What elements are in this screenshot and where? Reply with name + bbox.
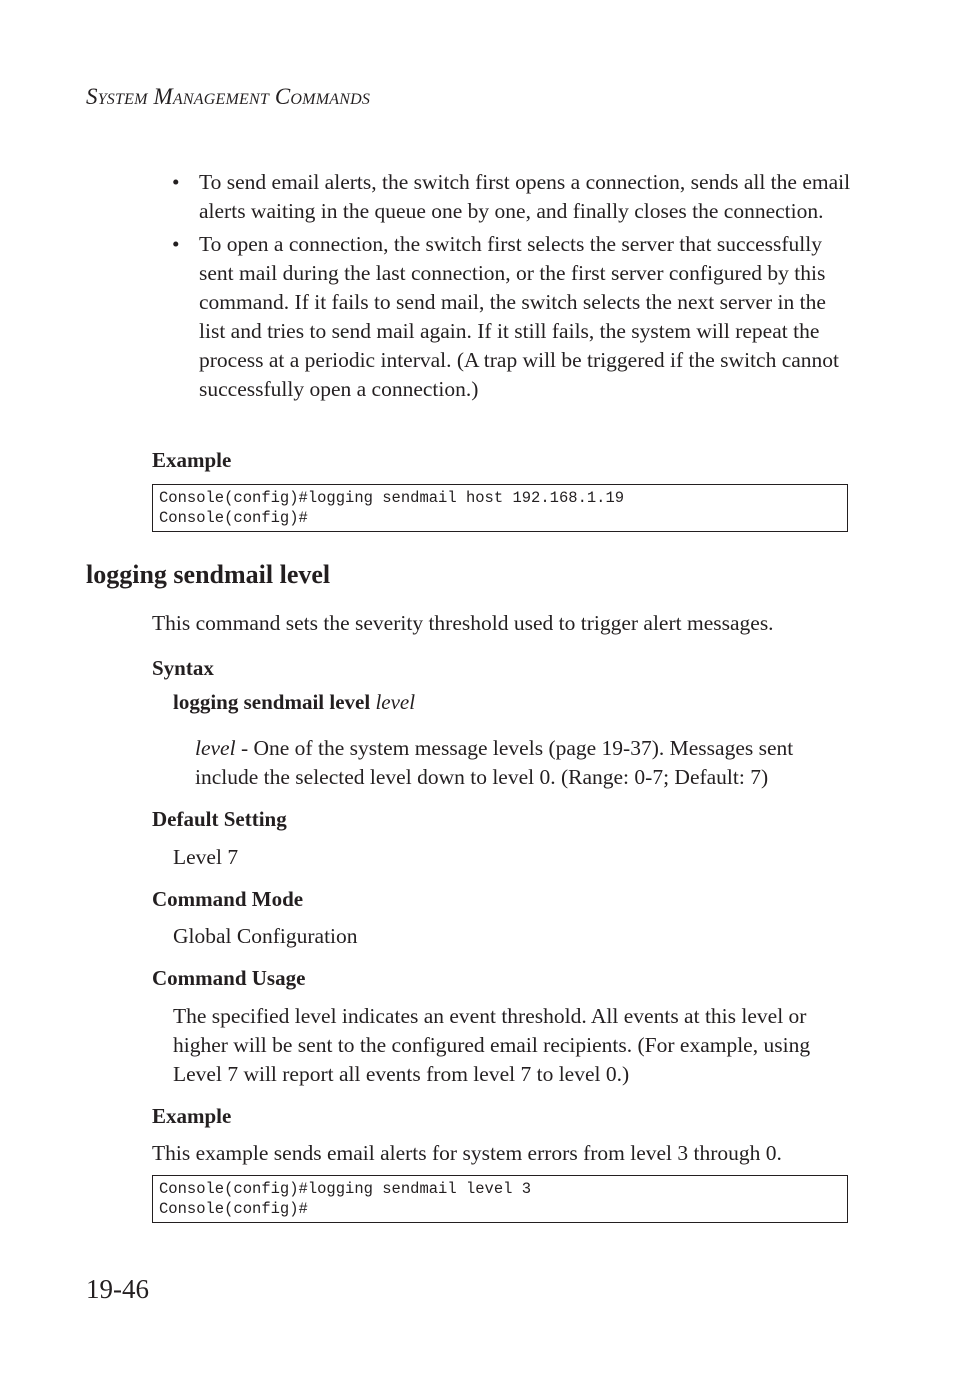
- param-text: - One of the system message levels (page 19-37). Messages sent include the selected level down to level 0. (Range: 0-7; Default: 7): [195, 736, 794, 789]
- command-description: This command sets the severity threshold used to trigger alert messages.: [152, 611, 774, 635]
- example-heading: Example: [152, 1104, 232, 1128]
- code-example-2: [152, 1175, 848, 1223]
- default-setting-value: Level 7: [173, 845, 239, 869]
- code-example-1: [152, 484, 848, 532]
- command-usage-text: The specified level indicates an event threshold. All events at this level or higher will be sent to the configured email recipients. (For example, using Level 7 will report all events from level 7 to level 0.): [173, 1004, 811, 1086]
- syntax-line: [173, 690, 415, 715]
- param-name: level: [195, 736, 236, 760]
- command-mode-heading: Command Mode: [152, 887, 304, 911]
- bullet-text: To send email alerts, the switch first opens a connection, sends all the email alerts waiting in the queue one by one, and finally closes the connection.: [199, 170, 851, 223]
- command-usage-heading: Command Usage: [152, 966, 306, 990]
- running-head: System Management Commands: [86, 84, 371, 109]
- param-description: [195, 734, 845, 792]
- bullet-glyph: •: [172, 232, 180, 256]
- example-description: This example sends email alerts for system errors from level 3 through 0.: [152, 1141, 782, 1165]
- syntax-param: level: [375, 690, 416, 714]
- code-line: Console(config)#: [159, 1200, 308, 1218]
- bullet-glyph: •: [172, 170, 180, 194]
- default-setting-heading: Default Setting: [152, 807, 287, 831]
- code-line: Console(config)#: [159, 509, 308, 527]
- command-mode-value: Global Configuration: [173, 924, 358, 948]
- example-heading: Example: [152, 448, 232, 472]
- bullet-text: To open a connection, the switch first selects the server that successfully sent mail during the last connection, or the first server configured by this command. If it fails to send mail, the switch selects the next server in the list and tries to send mail again. If it still fails, the system will repeat the process at a periodic interval. (A trap will be triggered if the switch cannot successfully open a connection.): [199, 232, 840, 401]
- code-line: Console(config)#logging sendmail level 3: [159, 1180, 532, 1198]
- syntax-command: logging sendmail level: [173, 690, 371, 714]
- bullet-list: [152, 168, 852, 408]
- list-item: [152, 168, 852, 226]
- section-title: logging sendmail level: [86, 560, 331, 589]
- list-item: [152, 230, 852, 404]
- syntax-heading: Syntax: [152, 656, 214, 680]
- code-line: Console(config)#logging sendmail host 192.168.1.19: [159, 489, 625, 507]
- page-number: 19-46: [86, 1274, 149, 1304]
